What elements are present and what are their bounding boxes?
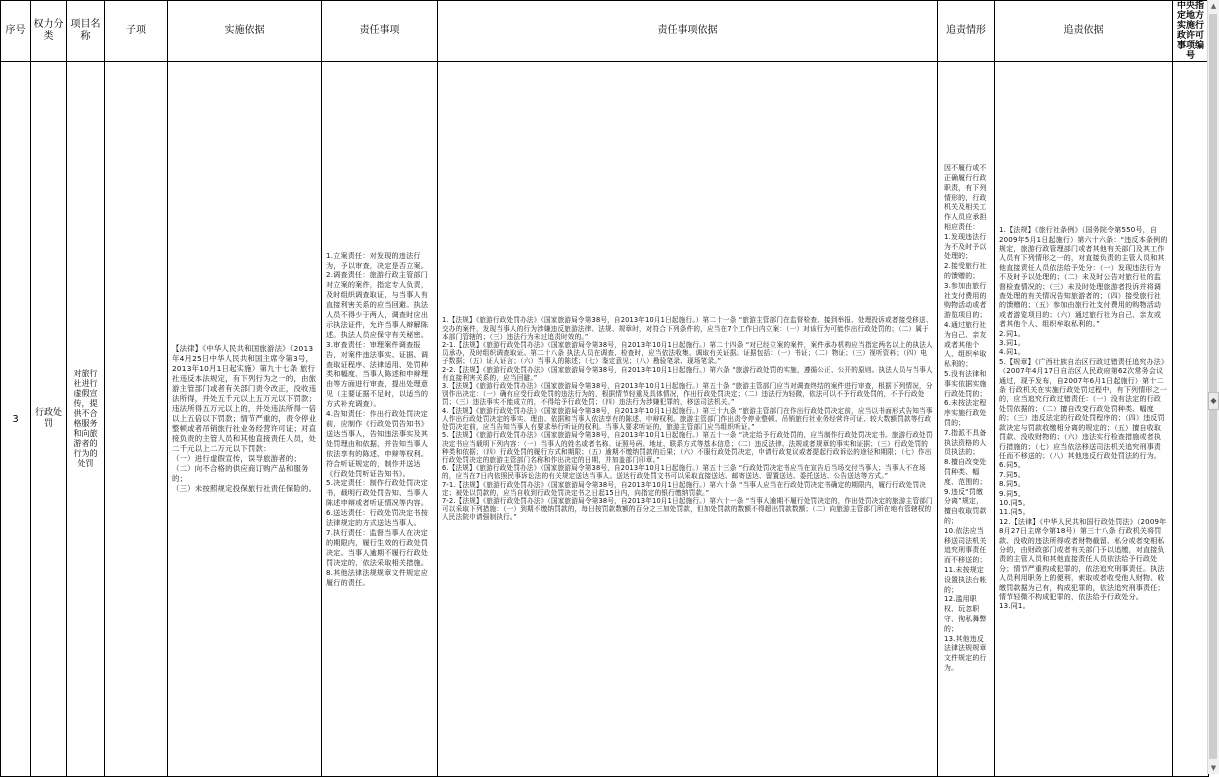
cell-sub-item: [105, 62, 168, 777]
cell-power-type: 行政处罚: [31, 62, 67, 777]
header-power-type: 权力分类: [31, 1, 67, 62]
cell-duty: 1.立案责任：对发现的违法行为，予以审查，决定是否立案。 2.调查责任：旅游行政主管部门对立案的案件，指定专人负责，及时组织调查取证，与当事人有直接利害关系的应当回避。执法人员不得少于两人，调查时应出示执法证件，允许当事人辩解陈述。执法人员应保守有关秘密。 3.审查责任：审理案件调查报告，对案件违法事实、证据、调查取证程序、法律适用、处罚种类和幅度、当事人陈述和申辩理由等方面进行审查，提出处理意见（主要证据不足时，以适当的方式补充调查）。 4.告知责任：作出行政处罚决定前，应制作《行政处罚告知书》送达当事人，告知违法事实及其处罚理由和依据，并告知当事人依法享有的陈述、申辩等权利。符合听证规定的，制作并送达《行政处罚听证告知书》。 5.决定责任：制作行政处罚决定书，载明行政处罚告知、当事人陈述申辩或者听证情况等内容。 6.送达责任：行政处罚决定书按法律规定的方式送达当事人。 7.执行责任：监督当事人在决定的期限内，履行生效的行政处罚决定。当事人逾期不履行行政处罚决定的，依法采取相关措施。 8.其他法律法规规章文件规定应履行的责任。: [322, 62, 438, 777]
header-seq: 序号: [1, 1, 31, 62]
header-sub-item: 子项: [105, 1, 168, 62]
header-basis: 实施依据: [168, 1, 322, 62]
cell-central-code: [1173, 62, 1209, 777]
cell-item-name: 对旅行社进行虚假宣传，提供不合格服务和向旅游者的行为的处罚: [67, 62, 105, 777]
table-row: [1, 62, 1209, 777]
vertical-scrollbar[interactable]: [1207, 0, 1219, 774]
resize-handle-icon[interactable]: ◆: [1208, 392, 1219, 410]
scroll-down-arrow-icon[interactable]: ▼: [1210, 764, 1217, 772]
scroll-thumb[interactable]: [1209, 14, 1217, 759]
cell-duty-basis: 1.【法规】《旅游行政处罚办法》（国家旅游局令第38号，自2013年10月1日起施行。）第二十一条 “旅游主管部门在监督检查、接到举报、处理投诉或者接受移送、交办的案件，发现当事人的行为涉嫌违反旅游法律、法规、规章时，对符合下列条件的，应当在7个工作日内立案：（一）对该行为可能作出行政处罚的；（二）属于本部门管辖的；（三）违法行为未过追责时效的。” 2-1.【法规】《旅游行政处罚办法》（国家旅游局令第38号，自2013年10月1日起施行。）第二十四条 “对已经立案的案件，案件承办机构应当指定两名以上的执法人员承办，及时组织调查取证。第二十八条 执法人员在调查、检查时，应当依法收集、调取有关证据。证据包括：（一）书证；（二）物证；（三）视听资料；（四）电子数据；（五）证人证言；（六）当事人的陈述；（七）鉴定意见；（八）勘验笔录、现场笔录。” 2-2.【法规】《旅游行政处罚办法》（国家旅游局令第38号，自2013年10月1日起施行。）第六条 “旅游行政处罚的实施，遵循公正、公开的原则。执法人员与当事人有直接利害关系的，应当回避。” 3.【法规】《旅游行政处罚办法》（国家旅游局令第38号，自2013年10月1日起施行。）第五十条 “旅游主管部门应当对调查终结的案件进行审查，根据下列情况，分别作出决定：（一）确有应受行政处罚的违法行为的，根据情节轻重及具体情况，作出行政处罚决定；（二）违法行为轻微，依法可以不予行政处罚的，不予行政处罚；（三）违法事实不能成立的，不得给予行政处罚；（四）违法行为涉嫌犯罪的，移送司法机关。” 4.【法规】《旅游行政处罚办法》（国家旅游局令第38号，自2013年10月1日起施行。）第三十九条 “旅游主管部门在作出行政处罚决定前，应当以书面形式告知当事人作出行政处罚决定的事实、理由、依据和当事人依法享有的陈述、申辩权利。旅游主管部门作出责令停业整顿、吊销旅行社业务经营许可证、较大数额罚款等行政处罚决定前，应当告知当事人有要求举行听证的权利。当事人要求听证的，旅游主管部门应当组织听证。” 5.【法规】《旅游行政处罚办法》（国家旅游局令第38号，自2013年10月1日起施行。）第五十一条 “决定给予行政处罚的，应当制作行政处罚决定书。旅游行政处罚决定书应当载明下列内容：（一）当事人的姓名或者名称、证照号码、地址、联系方式等基本信息；（二）违反法律、法规或者规章的事实和证据；（三）行政处罚的种类和依据；（四）行政处罚的履行方式和期限；（五）逾期不缴纳罚款的后果；（六）不服行政处罚决定，申请行政复议或者提起行政诉讼的途径和期限；（七）作出行政处罚决定的旅游主管部门名称和作出决定的日期，并加盖部门印章。” 6.【法规】《旅游行政处罚办法》（国家旅游局令第38号，自2013年10月1日起施行。）第五十三条 “行政处罚决定书应当在宣告后当场交付当事人；当事人不在场的，应当在7日内依照民事诉讼法的有关规定送达当事人。送达行政处罚文书可以采取直接送达、邮寄送达、留置送达、委托送达、公告送达等方式。” 7-1.【法规】《旅游行政处罚办法》（国家旅游局令第38号，自2013年10月1日起施行。）第六十条 “当事人应当在行政处罚决定书确定的期限内，履行行政处罚决定；被处以罚款的，应当自收到行政处罚决定书之日起15日内，向指定的银行缴纳罚款。” 7-2.【法规】《旅游行政处罚办法》（国家旅游局令第38号，自2013年10月1日起施行。）第六十一条 “当事人逾期不履行处罚决定的，作出处罚决定的旅游主管部门可以采取下列措施：（一）到期不缴纳罚款的，每日按罚款数额的百分之三加处罚款，但加处罚款的数额不得超出罚款数额；（二）向旅游主管部门所在地有管辖权的人民法院申请强制执行。”: [438, 62, 938, 777]
header-accountability: 追责情形: [938, 1, 995, 62]
cell-seq: 3: [1, 62, 31, 777]
cell-basis: 【法律】《中华人民共和国旅游法》（2013年4月25日中华人民共和国主席令第3号，2013年10月1日起实施）第九十七条 旅行社违反本法规定，有下列行为之一的，由旅游主管部门或者有关部门责令改正，没收违法所得，并处五千元以上五万元以下罚款；违法所得五万元以上的，并处违法所得一倍以上五倍以下罚款；情节严重的，责令停业整顿或者吊销旅行社业务经营许可证；对直接负责的主管人员和其他直接责任人员，处二千元以上二万元以下罚款： （一）进行虚假宣传，误导旅游者的； （二）向不合格的供应商订购产品和服务的； （三）未按照规定投保旅行社责任保险的。: [168, 62, 322, 777]
cell-accountability-basis: 1.【法规】《旅行社条例》（国务院令第550号，自2009年5月1日起施行）第六十六条：“违反本条例的规定，旅游行政管理部门或者其他有关部门及其工作人员有下列情形之一的，对直接负责的主管人员和其他直接责任人员依法给予处分：（一）发现违法行为不及时予以处理的；（二）未及时公告对旅行社的监督检查情况的；（三）未及时处理旅游者投诉并将调查处理的有关情况告知旅游者的；（四）接受旅行社的馈赠的；（五）参加由旅行社支付费用的购物活动或者游览项目的；（六）通过旅行社为自己、亲友或者其他个人、组织牟取私利的。” 2.同1。 3.同1。 4.同1。 5.【规章】《广西壮族自治区行政过错责任追究办法》（2007年4月17日自治区人民政府第62次常务会议通过，现予发布，自2007年6月1日起施行）第十二条 行政机关在实施行政处罚过程中，有下列情形之一的，应当追究行政过错责任：（一）没有法定的行政处罚依据的；（二）擅自改变行政处罚种类、幅度的；（三）违反法定的行政处罚程序的；（四）违反罚款决定与罚款收缴相分离的规定的；（五）擅自收取罚款、没收财物的；（六）违法实行检查措施或者执行措施的；（七）应当依法移送司法机关追究刑事责任而不移送的；（八）其他违反行政处罚法的行为。 6.同5。 7.同5。 8.同5。 9.同5。 10.同5。 11.同5。 12.【法律】《中华人民共和国行政处罚法》（2009年8月27日主席令第18号）第三十八条 行政机关将罚款、没收的违法所得或者财物截留、私分或者变相私分的，由财政部门或者有关部门予以追缴，对直接负责的主管人员和其他直接责任人员依法给予行政处分；情节严重构成犯罪的，依法追究刑事责任。执法人员利用职务上的便利，索取或者收受他人财物、收缴罚款据为己有，构成犯罪的，依法追究刑事责任；情节轻微不构成犯罪的，依法给予行政处分。 13.同1。: [995, 62, 1173, 777]
header-row: [1, 1, 1209, 62]
header-central-code: 中央指定地方实施行政许可事项编号: [1173, 1, 1209, 62]
header-duty: 责任事项: [322, 1, 438, 62]
header-duty-basis: 责任事项依据: [438, 1, 938, 62]
header-accountability-basis: 追责依据: [995, 1, 1173, 62]
header-item-name: 项目名称: [67, 1, 105, 62]
scroll-up-arrow-icon[interactable]: ▲: [1210, 2, 1217, 10]
cell-accountability: 因不履行或不正确履行行政职责，有下列情形的，行政机关及相关工作人员应承担相应责任： 1.发现违法行为不及时予以处理的； 2.接受旅行社的馈赠的； 3.参加由旅行社支付费用的购物活动或者游览项目的； 4.通过旅行社为自己、亲友或者其他个人、组织牟取私利的； 5.没有法律和事实依据实施行政处罚的； 6.未按法定程序实施行政处罚的； 7.指派不具备执法资格的人员执法的； 8.擅自改变处罚种类、幅度、范围的； 9.违反“罚缴分离”规定，擅自收取罚款的； 10.依法应当移送司法机关追究刑事责任而不移送的； 11.未按规定设置执法台帐的； 12.滥用职权、玩忽职守、徇私舞弊的； 13.其他违反法律法规规章文件规定的行为。: [938, 62, 995, 777]
